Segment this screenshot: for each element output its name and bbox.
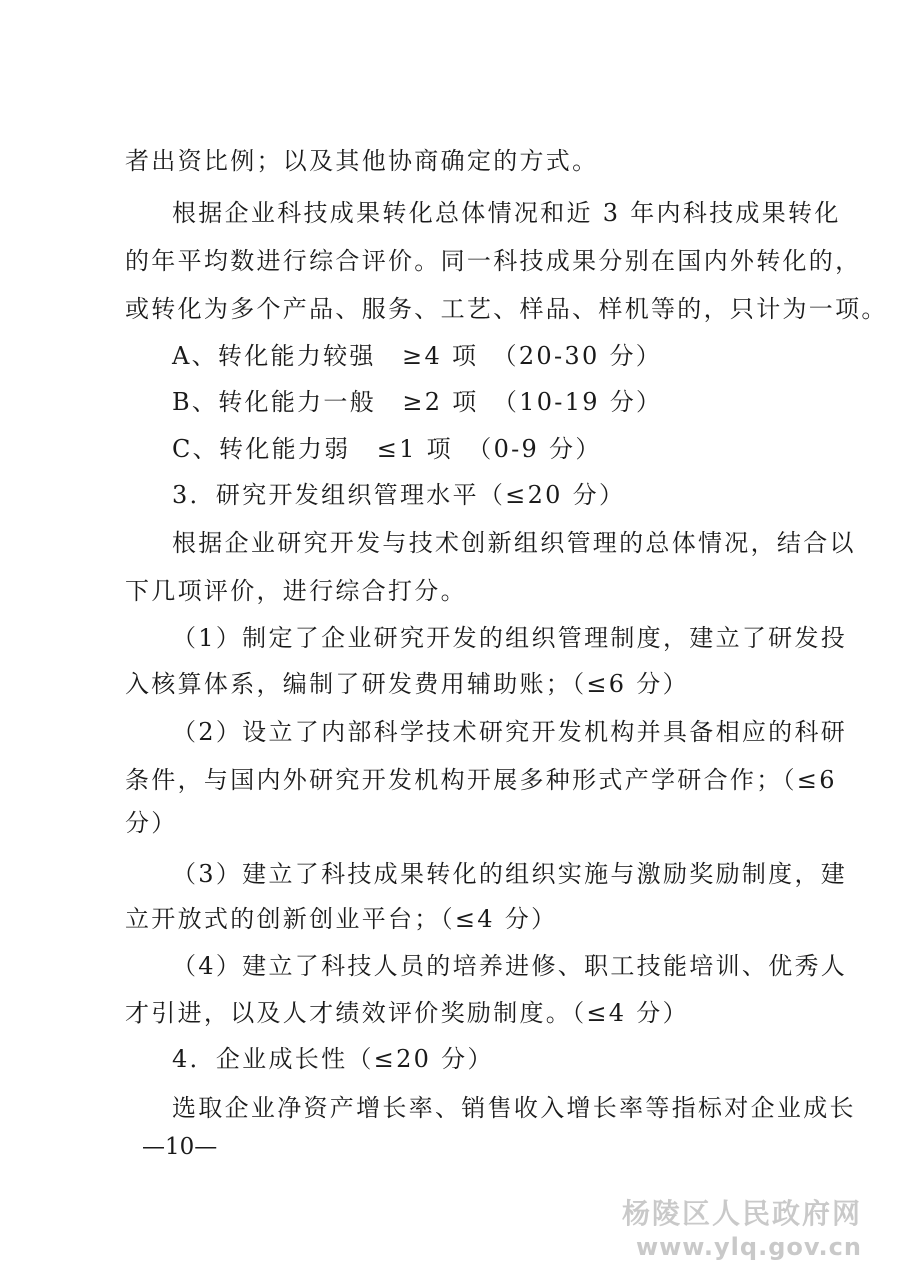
section-heading: 4．企业成长性（≤20 分） bbox=[172, 1045, 494, 1073]
text-line: 或转化为多个产品、服务、工艺、样品、样机等的，只计为一项。 bbox=[125, 295, 888, 323]
text-line: 条件，与国内外研究开发机构开展多种形式产学研合作；（≤6 bbox=[125, 766, 837, 794]
text-line: C、转化能力弱 ≤1 项 （0-9 分） bbox=[172, 435, 602, 463]
text-line: 立开放式的创新创业平台；（≤4 分） bbox=[125, 905, 558, 933]
text-line: 才引进，以及人才绩效评价奖励制度。（≤4 分） bbox=[125, 999, 689, 1027]
section-heading: 3．研究开发组织管理水平（≤20 分） bbox=[172, 481, 626, 509]
text-line: 根据企业科技成果转化总体情况和近 3 年内科技成果转化 bbox=[172, 199, 841, 227]
text-line: A、转化能力较强 ≥4 项 （20-30 分） bbox=[172, 342, 663, 370]
watermark-site-name: 杨陵区人民政府网 bbox=[621, 1197, 862, 1230]
watermark-url: www.ylq.gov.cn bbox=[635, 1233, 862, 1261]
text-line: 分） bbox=[125, 809, 178, 837]
text-line: 下几项评价，进行综合打分。 bbox=[125, 577, 467, 605]
text-line: 的年平均数进行综合评价。同一科技成果分别在国内外转化的， bbox=[125, 247, 862, 275]
text-line: （4）建立了科技人员的培养进修、职工技能培训、优秀人 bbox=[172, 952, 848, 980]
page-number: —10— bbox=[142, 1134, 218, 1160]
text-line: （2）设立了内部科学技术研究开发机构并具备相应的科研 bbox=[172, 718, 848, 746]
text-line: 者出资比例；以及其他协商确定的方式。 bbox=[125, 147, 599, 175]
text-line: （1）制定了企业研究开发的组织管理制度，建立了研发投 bbox=[172, 624, 848, 652]
text-line: 入核算体系，编制了研发费用辅助账；（≤6 分） bbox=[125, 670, 689, 698]
watermark bbox=[622, 1196, 862, 1262]
text-line: （3）建立了科技成果转化的组织实施与激励奖励制度，建 bbox=[172, 860, 848, 888]
text-line: 选取企业净资产增长率、销售收入增长率等指标对企业成长 bbox=[172, 1094, 856, 1122]
text-line: 根据企业研究开发与技术创新组织管理的总体情况，结合以 bbox=[172, 529, 856, 557]
text-line: B、转化能力一般 ≥2 项 （10-19 分） bbox=[172, 388, 663, 416]
